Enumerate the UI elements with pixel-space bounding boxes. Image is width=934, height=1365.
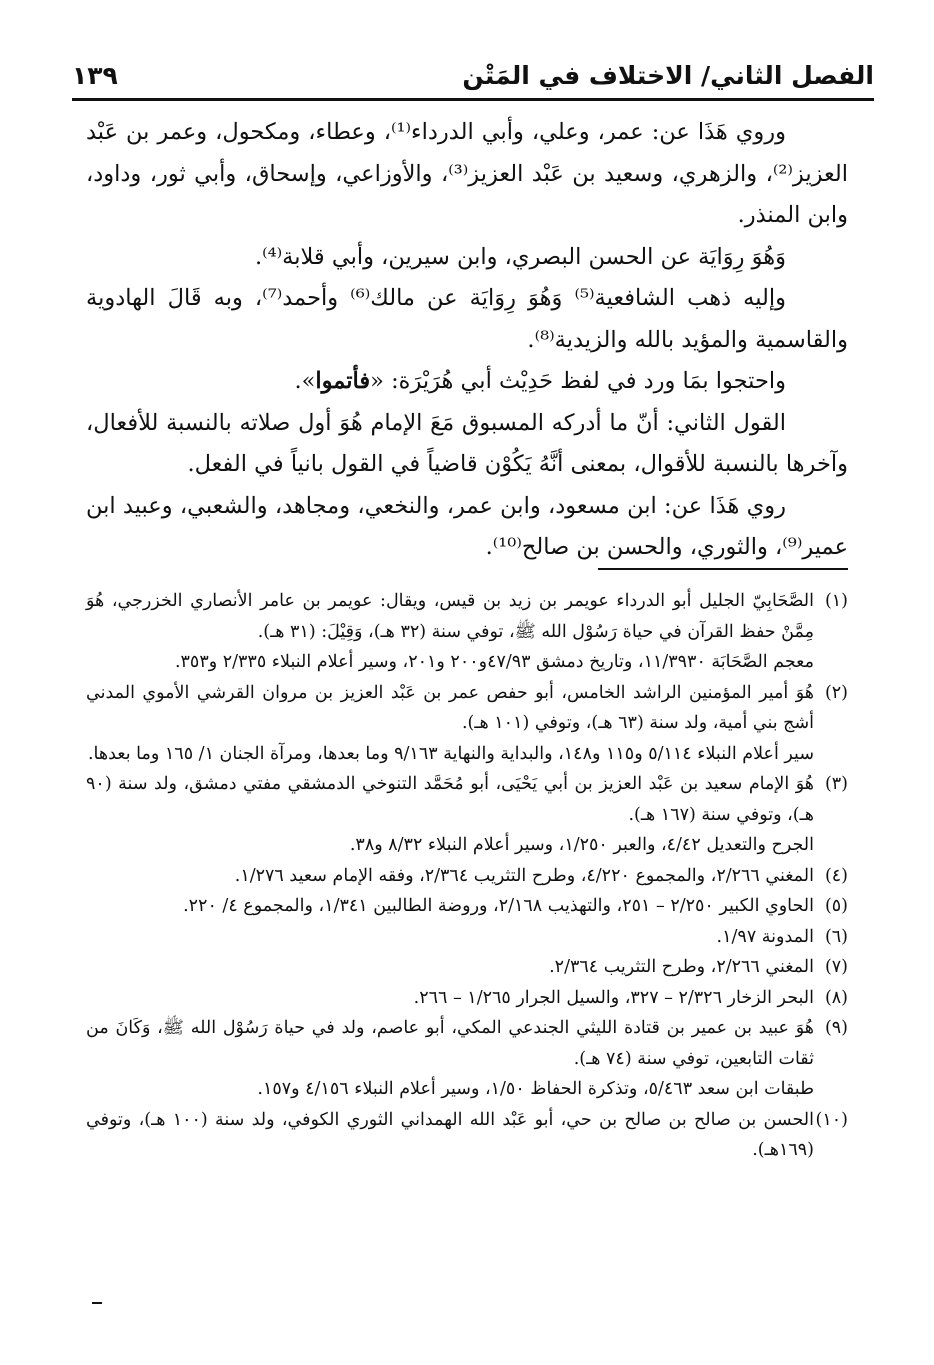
chapter-title: الفصل الثاني/ الاختلاف في المَتْن	[462, 61, 874, 90]
footnote-body	[86, 678, 814, 770]
footnote-body	[86, 1105, 814, 1166]
footnote	[86, 983, 848, 1014]
footnote-text: الصَّحَابِيّ الجليل أبو الدرداء عويمر بن زيد بن قيس، ويقال: عويمر بن عامر الأنصاري الخزرجي، هُوَ مِمَّنْ حفظ القرآن في حياة رَسُوْل الله ﷺ، توفي سنة (٣٢ هـ)، وَقِيْلَ: (٣١ هـ).	[86, 591, 814, 642]
footnote-text: هُوَ أمير المؤمنين الراشد الخامس، أبو حفص عمر بن عَبْد العزيز بن مروان القرشي الأموي المدني أشج بني أمية، ولد سنة (٦٣ هـ)، وتوفي (١٠١ هـ).	[86, 682, 814, 733]
page-number: ١٣٩	[72, 61, 118, 90]
footnote-number: (٣)	[824, 774, 848, 794]
footnote-text: المدونة ١/٩٧.	[716, 926, 814, 947]
footnote	[86, 861, 848, 892]
footnote-body	[86, 861, 814, 892]
paragraph: وإليه ذهب الشافعية⁽⁵⁾ وَهُوَ رِوَايَة عن مالك⁽⁶⁾ وأحمد⁽⁷⁾، وبه قَالَ الهادوية والقاسمية والمؤيد بالله والزيدية⁽⁸⁾.	[86, 285, 848, 353]
footnote-text: طبقات ابن سعد ٥/٤٦٣، وتذكرة الحفاظ ١/٥٠، وسير أعلام النبلاء ٤/١٥٦ و١٥٧.	[257, 1079, 814, 1099]
footnote-number: (٨)	[824, 987, 848, 1008]
footnote	[86, 586, 848, 678]
footnote-number: (١٠)	[815, 1109, 848, 1130]
footnote-text: سير أعلام النبلاء ٥/١١٤ و١١٥ و١٤٨، والبداية والنهاية ٩/١٦٣ وما بعدها، ومرآة الجنان ١/ ١٦٥ وما بعدها.	[87, 743, 814, 764]
footnote-body	[86, 586, 814, 678]
running-header	[72, 52, 874, 101]
footnote	[86, 952, 848, 983]
page-edge-mark	[92, 1302, 102, 1304]
footnote-text: معجم الصَّحَابَة ١١/٣٩٣٠، وتاريخ دمشق ٤٧/٩٣و٢٠٠ و٢٠١، وسير أعلام النبلاء ٢/٣٣٥ و٣٥٣.	[174, 652, 814, 672]
footnote-body	[86, 1013, 814, 1105]
footnote-text: الحاوي الكبير ٢/٢٥٠ – ٢٥١، والتهذيب ٢/١٦٨، وروضة الطالبين ١/٣٤١، والمجموع ٤/ ٢٢٠.	[183, 896, 814, 916]
paragraph: وروي هَذَا عن: عمر، وعلي، وأبي الدرداء⁽¹⁾، وعطاء، ومكحول، وعمر بن عَبْد العزيز⁽²⁾، والزهري، وسعيد بن عَبْد العزيز⁽³⁾، والأوزاعي، وإسحاق، وأبي ثور، وداود، وابن المنذر.	[86, 119, 848, 228]
footnote	[86, 1105, 848, 1166]
footnote-body	[86, 891, 814, 922]
paragraph-text: واحتجوا بمَا ورد في لفظ حَدِيْث أبي هُرَيْرَة: «	[370, 368, 786, 394]
footnote-text: الجرح والتعديل ٤/٤٢، والعبر ١/٢٥٠، وسير أعلام النبلاء ٨/٣٢ و٣٨.	[349, 835, 814, 855]
footnote	[86, 769, 848, 861]
footnote	[86, 678, 848, 770]
footnote-text: هُوَ عبيد بن عمير بن قتادة الليثي الجندعي المكي، أبو عاصم، ولد في حياة رَسُوْل الله ﷺ، وَكَانَ من ثقات التابعين، توفي سنة (٧٤ هـ).	[86, 1018, 814, 1069]
hadith-quote: فأتموا	[315, 368, 371, 394]
footnote-number: (٤)	[824, 865, 848, 886]
footnote-body	[86, 769, 814, 861]
paragraph: وَهُوَ رِوَايَة عن الحسن البصري، وابن سيرين، وأبي قلابة⁽⁴⁾.	[254, 243, 786, 270]
footnote-number: (٦)	[824, 926, 848, 947]
main-text	[86, 112, 848, 569]
footnote-body	[86, 952, 814, 983]
paragraph-text: ».	[294, 368, 316, 394]
footnote-text: هُوَ الإمام سعيد بن عَبْد العزيز بن أبي يَحْيَى، أبو مُحَمَّد التنوخي الدمشقي مفتي دمشق، ولد سنة (٩٠ هـ)، وتوفي سنة (١٦٧ هـ).	[86, 774, 814, 825]
paragraph	[86, 361, 848, 403]
footnotes	[86, 586, 848, 1166]
footnote	[86, 922, 848, 953]
footnote	[86, 1013, 848, 1105]
footnote-separator	[598, 568, 848, 570]
footnote	[86, 891, 848, 922]
footnote-text: الحسن بن صالح بن صالح بن حي، أبو عَبْد الله الهمداني الثوري الكوفي، ولد سنة (١٠٠ هـ)، وتوفي (١٦٩هـ).	[86, 1109, 814, 1160]
footnote-body	[86, 922, 814, 953]
footnote-number: (١)	[824, 591, 848, 611]
paragraph: القول الثاني: أنّ ما أدركه المسبوق مَعَ الإمام هُوَ أول صلاته بالنسبة للأفعال، وآخرها بالنسبة للأقوال، بمعنى أنَّهُ يَكُوْن قاضياً في القول بانياً في الفعل.	[86, 409, 848, 477]
footnote-number: (٧)	[824, 957, 848, 977]
footnote-number: (٢)	[824, 682, 848, 703]
footnote-number: (٩)	[824, 1018, 848, 1038]
footnote-text: البحر الزخار ٢/٣٢٦ – ٣٢٧، والسيل الجرار ١/٢٦٥ – ٢٦٦.	[413, 987, 814, 1008]
footnote-body	[86, 983, 814, 1014]
footnote-number: (٥)	[824, 896, 848, 916]
footnote-text: المغني ٢/٢٦٦، وطرح التثريب ٢/٣٦٤.	[549, 957, 814, 977]
paragraph: روي هَذَا عن: ابن مسعود، وابن عمر، والنخعي، ومجاهد، والشعبي، وعبيد ابن عمير⁽⁹⁾، والثوري، والحسن بن صالح⁽¹⁰⁾.	[86, 492, 848, 560]
footnote-text: المغني ٢/٢٦٦، والمجموع ٤/٢٢٠، وطرح التثريب ٢/٣٦٤، وفقه الإمام سعيد ١/٢٧٦.	[234, 865, 814, 886]
